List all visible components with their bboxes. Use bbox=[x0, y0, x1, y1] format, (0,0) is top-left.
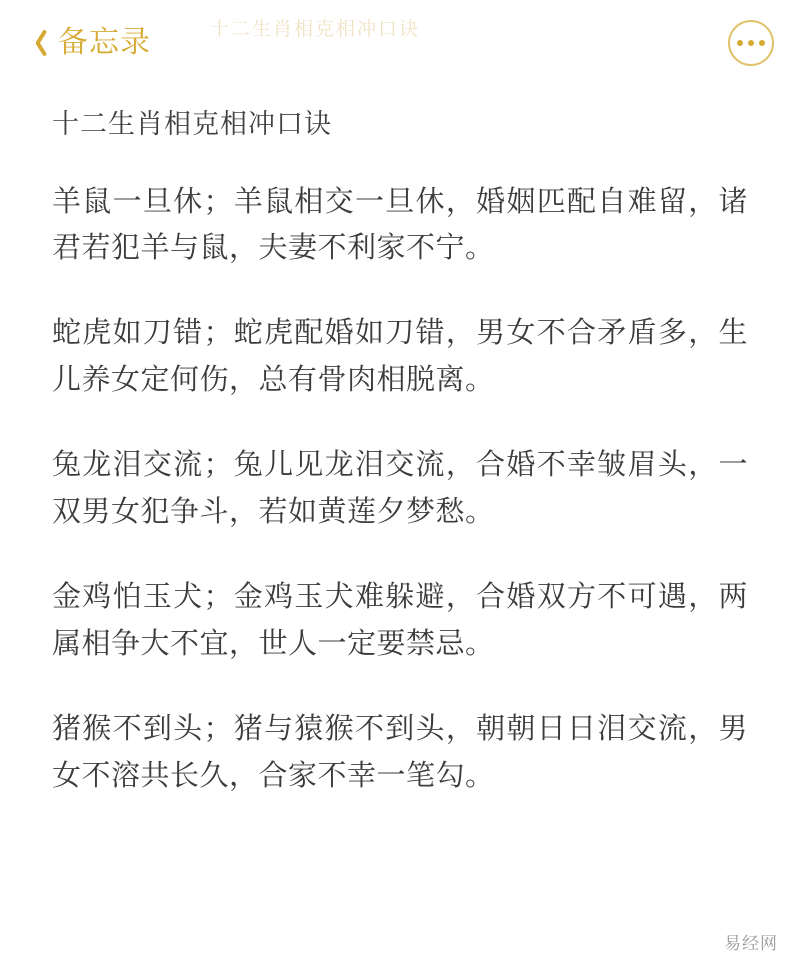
more-horizontal-icon bbox=[748, 40, 754, 46]
note-paragraph: 羊鼠一旦休；羊鼠相交一旦休，婚姻匹配自难留，诸君若犯羊与鼠，夫妻不利家不宁。 bbox=[52, 185, 748, 265]
note-paragraph: 兔龙泪交流；兔儿见龙泪交流，合婚不幸皱眉头，一双男女犯争斗，若如黄莲夕梦愁。 bbox=[52, 449, 748, 529]
more-horizontal-icon bbox=[737, 40, 743, 46]
more-horizontal-icon bbox=[759, 40, 765, 46]
watermark: 易经网 bbox=[724, 934, 778, 953]
more-options-button[interactable] bbox=[728, 20, 774, 66]
note-paragraph: 金鸡怕玉犬；金鸡玉犬难躲避，合婚双方不可遇，两属相争大不宜，世人一定要禁忌。 bbox=[52, 581, 748, 661]
chevron-left-icon bbox=[26, 26, 48, 60]
note-title: 十二生肖相克相冲口诀 bbox=[52, 109, 332, 139]
note-content bbox=[0, 86, 800, 800]
top-bar bbox=[0, 0, 800, 86]
note-paragraph: 蛇虎如刀错；蛇虎配婚如刀错，男女不合矛盾多，生儿养女定何伤，总有骨肉相脱离。 bbox=[52, 317, 748, 397]
header-ghost-text: 十二生肖相克相冲口诀 bbox=[210, 19, 421, 40]
note-paragraph: 猪猴不到头；猪与猿猴不到头，朝朝日日泪交流，男女不溶共长久，合家不幸一笔勾。 bbox=[52, 713, 748, 793]
back-button-label: 备忘录 bbox=[58, 26, 151, 59]
back-button[interactable] bbox=[26, 26, 151, 60]
